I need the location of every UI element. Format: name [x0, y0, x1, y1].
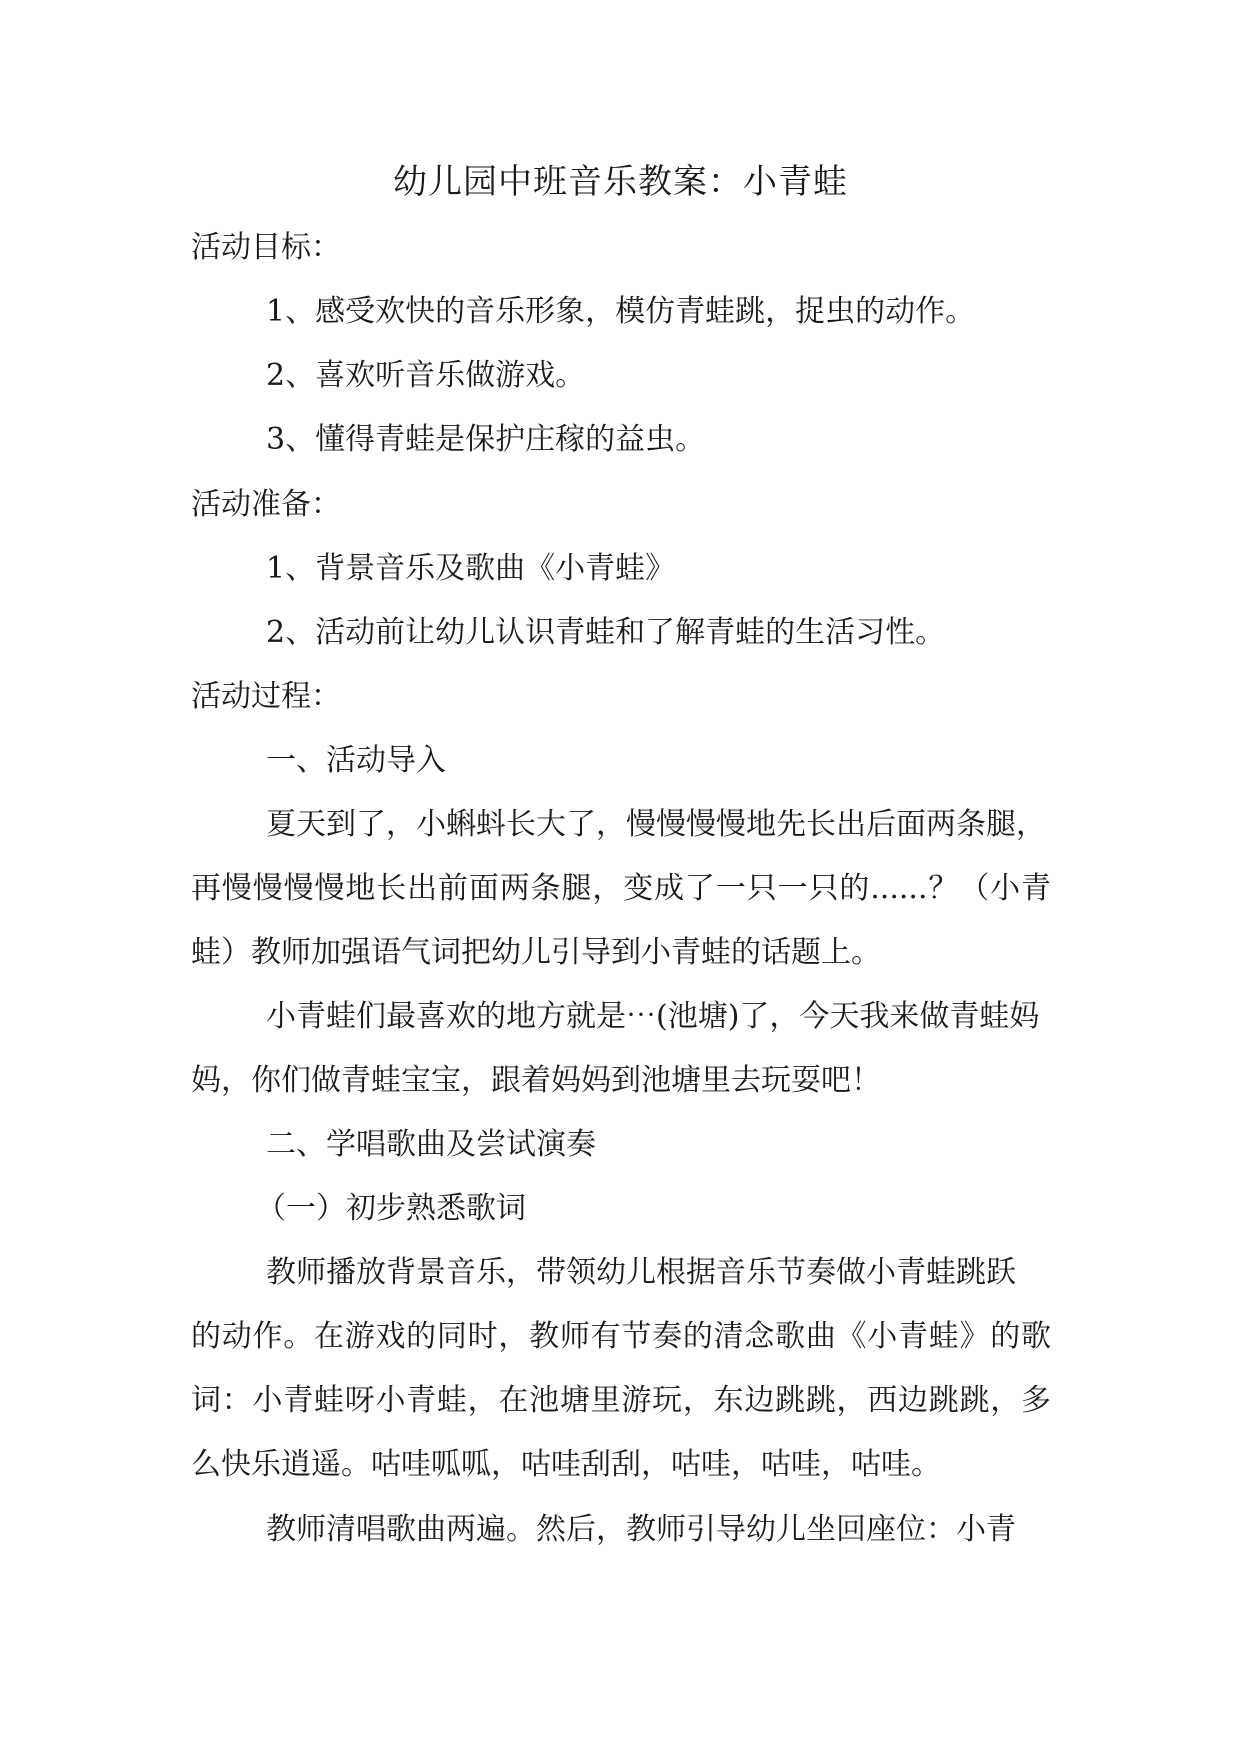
paragraph-line: 的动作。在游戏的同时，教师有节奏的清念歌曲《小青蛙》的歌: [191, 1319, 1051, 1354]
subheading-lyrics: （一）初步熟悉歌词: [256, 1191, 526, 1226]
paragraph-line: 夏天到了，小蝌蚪长大了，慢慢慢慢地先长出后面两条腿，: [266, 807, 1046, 842]
goal-item-1: 1、感受欢快的音乐形象，模仿青蛙跳，捉虫的动作。: [266, 294, 976, 329]
preparation-item-1: 1、背景音乐及歌曲《小青蛙》: [266, 551, 676, 586]
paragraph-line: 再慢慢慢慢地长出前面两条腿，变成了一只一只的......？（小青: [191, 871, 1051, 906]
section-heading-preparation: 活动准备：: [191, 487, 341, 522]
subheading-intro: 一、活动导入: [266, 743, 446, 778]
paragraph-line: 小青蛙们最喜欢的地方就是⋯(池塘)了，今天我来做青蛙妈: [266, 999, 1040, 1034]
paragraph-line: 蛙）教师加强语气词把幼儿引导到小青蛙的话题上。: [191, 935, 881, 970]
document-title: 幼儿园中班音乐教案：小青蛙: [393, 162, 848, 202]
subheading-learn-song: 二、学唱歌曲及尝试演奏: [266, 1127, 596, 1162]
goal-item-2: 2、喜欢听音乐做游戏。: [266, 358, 586, 393]
paragraph-line: 么快乐逍遥。咕哇呱呱，咕哇刮刮，咕哇，咕哇，咕哇。: [191, 1447, 941, 1482]
paragraph-line: 教师清唱歌曲两遍。然后，教师引导幼儿坐回座位：小青: [266, 1512, 1016, 1547]
paragraph-line: 教师播放背景音乐，带领幼儿根据音乐节奏做小青蛙跳跃: [266, 1255, 1016, 1290]
goal-item-3: 3、懂得青蛙是保护庄稼的益虫。: [266, 422, 706, 457]
section-heading-goals: 活动目标：: [191, 230, 341, 265]
paragraph-line: 妈，你们做青蛙宝宝，跟着妈妈到池塘里去玩耍吧！: [191, 1063, 881, 1098]
section-heading-process: 活动过程：: [191, 679, 341, 714]
paragraph-line: 词：小青蛙呀小青蛙，在池塘里游玩，东边跳跳，西边跳跳，多: [191, 1383, 1051, 1418]
preparation-item-2: 2、活动前让幼儿认识青蛙和了解青蛙的生活习性。: [266, 615, 946, 650]
